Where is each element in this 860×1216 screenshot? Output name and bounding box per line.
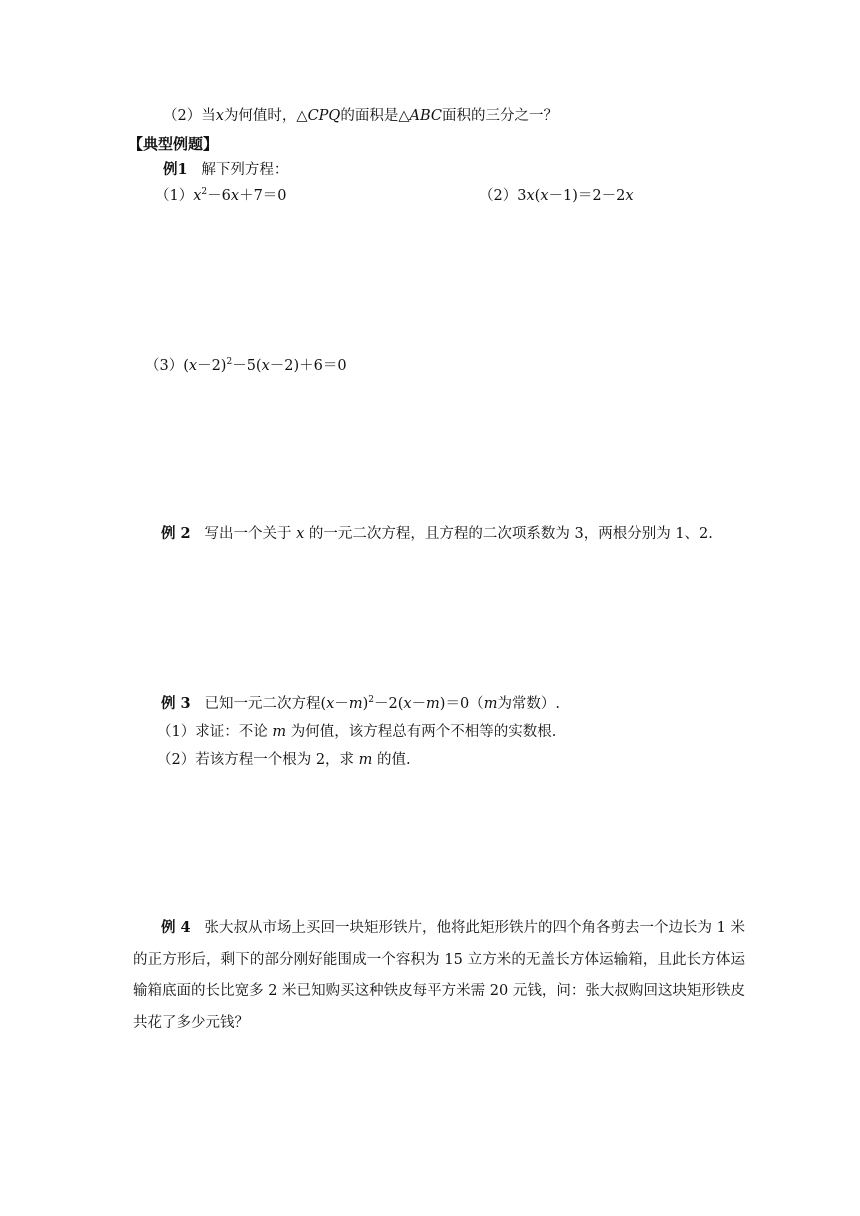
example-2-label: 例 2 <box>161 525 191 542</box>
example-3-label: 例 3 <box>161 695 191 712</box>
question-2-line: （2）当x为何值时，△CPQ的面积是△ABC面积的三分之一？ <box>163 108 558 124</box>
example-3-part-1: （1）求证：不论 m 为何值，该方程总有两个不相等的实数根. <box>157 724 557 740</box>
example-4 <box>133 912 745 1039</box>
example-3-header: 例 3 已知一元二次方程$(x-m)^2-2(x-m)=0(m$为常数）. <box>161 695 561 712</box>
example-2: 例 2 写出一个关于 x 的一元二次方程，且方程的二次项系数为 3，两根分别为 1、2. <box>161 525 713 542</box>
example-4-text: 张大叔从市场上买回一块矩形铁片，他将此矩形铁片的四个角各剪去一个边长为 1 米的正方形后，剩下的部分刚好能围成一个容积为 15 立方米的无盖长方体运输箱，且此长方体运输箱底面的长比宽多 2 米已知购买这种铁皮每平方米需 20 元钱，问：张大叔购回这块矩形铁皮共花了多少元钱？ <box>133 920 746 1031</box>
example-1-header: 例1 解下列方程： <box>163 161 289 178</box>
example-3-part-2: （2）若该方程一个根为 2，求 m 的值. <box>157 752 411 768</box>
example-1-label: 例1 <box>163 161 188 178</box>
example-1-part-2: （2）3x(x－1)＝2－2x <box>479 188 634 204</box>
example-1-part-1: $(1)x^2-6x+7=0$ <box>155 187 287 204</box>
example-4-label: 例 4 <box>161 919 191 936</box>
example-1-part-3: $(3)(x-2)^2-5(x-2)+6=0$ <box>145 357 347 374</box>
section-title: 【典型例题】 <box>128 135 219 153</box>
